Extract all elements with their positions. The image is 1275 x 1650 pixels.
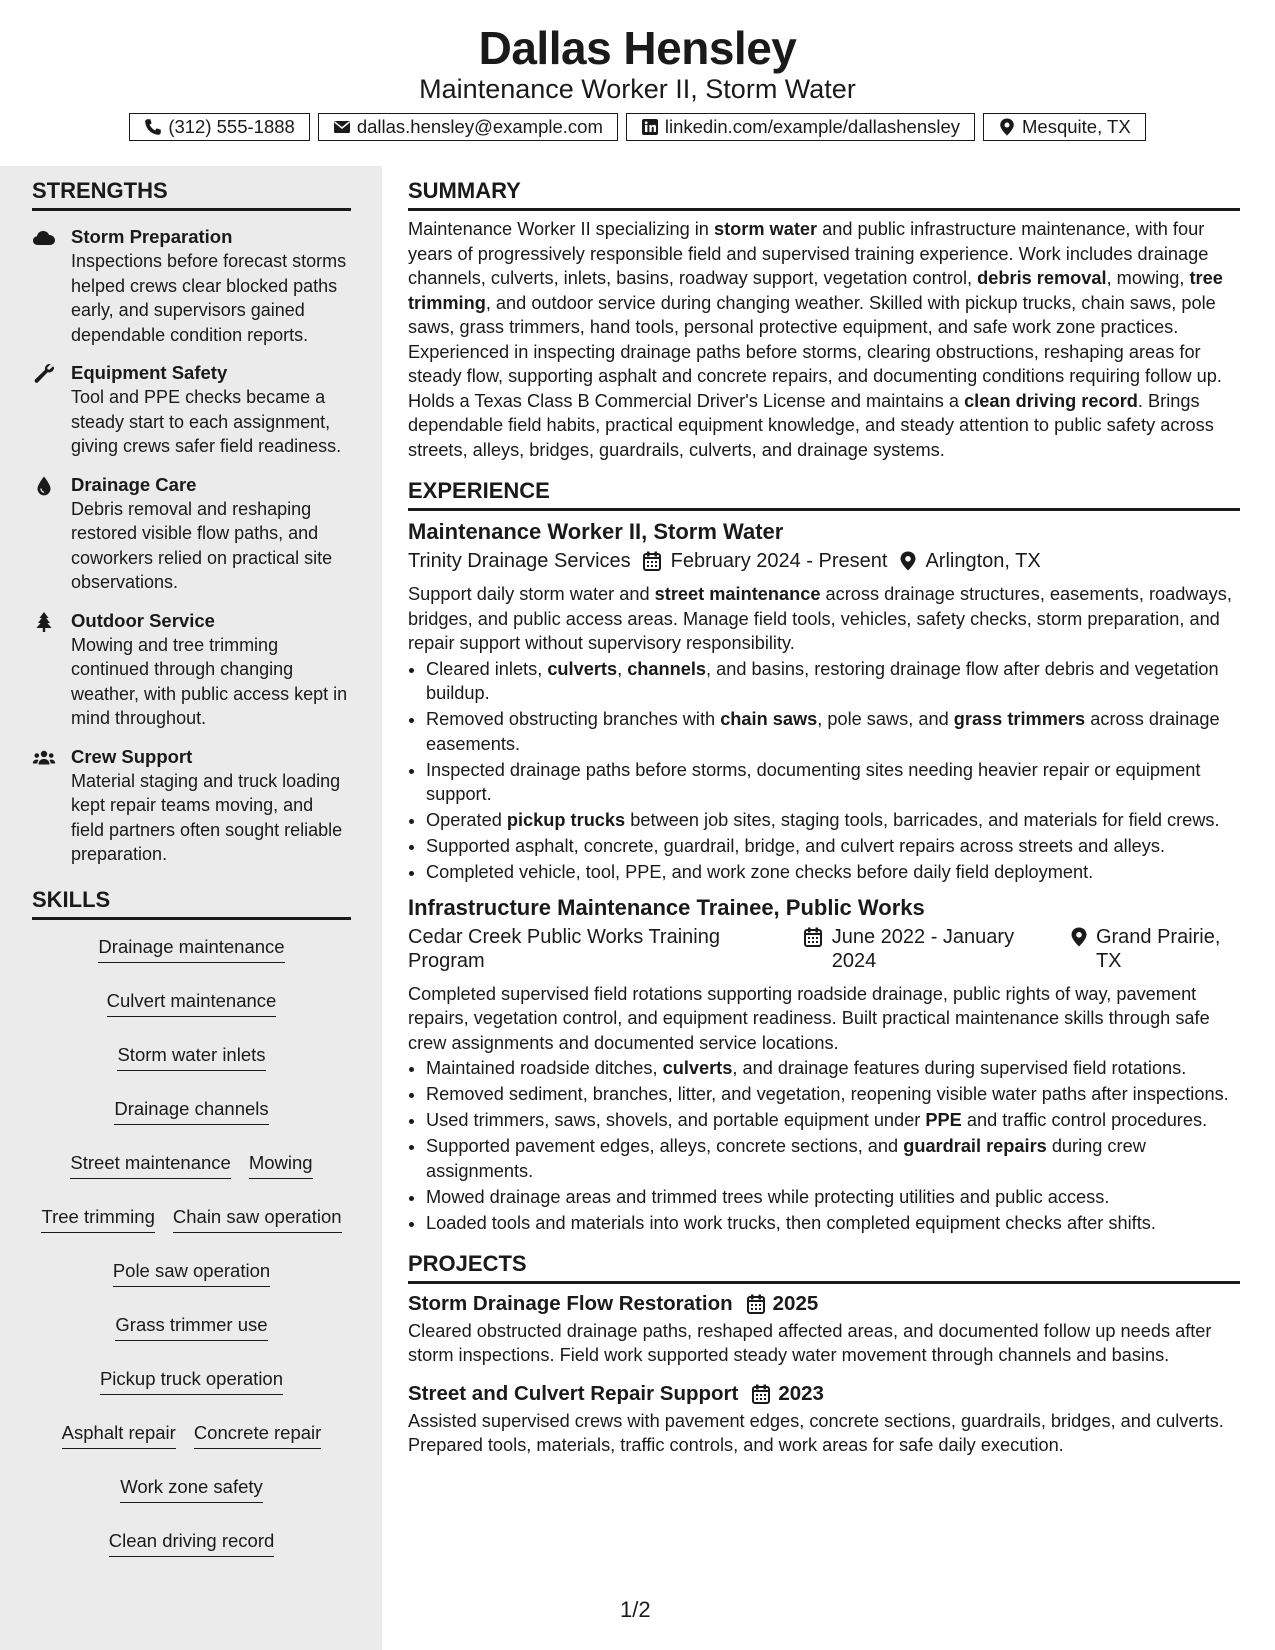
text-run: , pole saws, and <box>817 709 954 729</box>
text-run: Maintained roadside ditches, <box>426 1058 663 1078</box>
resume-header <box>0 0 1275 166</box>
project-year: 2023 <box>778 1381 824 1405</box>
project-title: Storm Drainage Flow Restoration <box>408 1291 733 1315</box>
text-run: Support daily storm water and <box>408 584 655 604</box>
text-run: Cleared inlets, <box>426 658 548 679</box>
text-run: , and basins, restoring drainage flow after debris and vegetation buildup. <box>426 658 1219 703</box>
job-dates: June 2022 - January 2024 <box>831 925 1015 972</box>
text-run: , mowing, <box>1106 268 1190 288</box>
map-pin-icon <box>1070 927 1088 947</box>
linkedin-icon <box>641 118 659 136</box>
strength-title: Outdoor Service <box>71 609 215 631</box>
job-bullet <box>426 758 1240 807</box>
project-entry <box>408 1290 1240 1368</box>
skill-tag: Tree trimming <box>41 1205 154 1233</box>
skill-tag: Street maintenance <box>70 1151 230 1179</box>
calendar-icon <box>747 1294 765 1314</box>
contact-location <box>983 113 1146 141</box>
skill-tag: Storm water inlets <box>117 1043 265 1071</box>
strength-item <box>32 609 351 731</box>
job-summary <box>408 582 1240 656</box>
text-run: Loaded tools and materials into work trucks, then completed equipment checks after shifts. <box>426 1212 1156 1233</box>
text-run: across drainage easements. <box>426 709 1220 754</box>
text-run: and traffic control procedures. <box>961 1110 1208 1130</box>
job-dates: February 2024 - Present <box>670 550 888 572</box>
linkedin-text: linkedin.com/example/dallashensley <box>664 116 961 137</box>
project-desc: Assisted supervised crews with pavement edges, concrete sections, guardrails, bridges, and culverts. Prepared tools, materials, traffic controls, and work areas for safe daily execution. <box>408 1410 1224 1455</box>
text-run: Supported pavement edges, alleys, concrete sections, and <box>426 1136 904 1156</box>
bold-keyword: culverts <box>662 1058 733 1078</box>
bold-keyword: street maintenance <box>654 584 821 604</box>
job-meta <box>408 549 1240 573</box>
job-bullet <box>426 1211 1240 1236</box>
job-bullet <box>426 1056 1240 1081</box>
main-column <box>408 166 1240 1458</box>
contact-linkedin[interactable] <box>626 113 975 141</box>
job-location: Arlington, TX <box>925 550 1041 572</box>
text-run: , and drainage features during supervised field rotations. <box>732 1058 1187 1078</box>
bold-keyword: clean driving record <box>964 390 1138 411</box>
strength-desc: Tool and PPE checks became a steady start to each assignment, giving crews safer field readiness. <box>71 387 342 456</box>
job-summary <box>408 982 1240 1056</box>
bold-keyword: chain saws <box>720 709 818 729</box>
skill-tag: Work zone safety <box>120 1475 263 1503</box>
skill-tag: Drainage maintenance <box>98 935 284 963</box>
text-run: Completed vehicle, tool, PPE, and work zone checks before daily field deployment. <box>426 862 1094 882</box>
job-bullet <box>426 707 1240 756</box>
strength-item <box>32 361 351 459</box>
sidebar <box>0 166 382 1650</box>
strength-desc: Debris removal and reshaping restored visible flow paths, and coworkers relied on practical site observations. <box>71 498 333 592</box>
project-entry <box>408 1380 1240 1458</box>
skills-heading: SKILLS <box>32 885 351 920</box>
bold-keyword: tree trimming <box>408 268 1223 313</box>
contact-email[interactable] <box>318 113 618 141</box>
bold-keyword: guardrail repairs <box>903 1136 1047 1156</box>
text-run: , and outdoor service during changing weather. Skilled with pickup trucks, chain saws, pole saws, grass trimmers, hand tools, personal protective equipment, and safe work zone practices. Experienced in inspecting drainage paths before storms, clearing obstructions, reshaping areas for steady flow, supporting asphalt and concrete repairs, and documenting conditions requiring follow up. Holds a Texas Class B Commercial Driver's License and maintains a <box>408 292 1222 411</box>
tree-icon <box>32 612 56 632</box>
contact-phone[interactable] <box>129 113 310 141</box>
text-run: Operated <box>426 810 507 830</box>
job-meta <box>408 925 1240 973</box>
job-bullet <box>426 1108 1240 1133</box>
phone-text: (312) 555-1888 <box>168 116 295 137</box>
calendar-icon <box>804 927 822 947</box>
project-desc: Cleared obstructed drainage paths, reshaped affected areas, and documented follow up needs after storm inspections. Field work supported steady water movement through channels and basins. <box>408 1320 1212 1365</box>
text-run: and public infrastructure maintenance, with four years of progressively responsible field and supervised training experience. Work includes drainage channels, culverts, inlets, basins, roadway support, vegetation control, <box>408 219 1209 288</box>
text-run: between job sites, staging tools, barricades, and materials for field crews. <box>625 810 1220 830</box>
projects-heading: PROJECTS <box>408 1249 1240 1284</box>
bold-keyword: storm water <box>713 219 818 239</box>
job-title: Infrastructure Maintenance Trainee, Public Works <box>408 894 925 920</box>
job-bullets <box>408 657 1240 885</box>
job-bullet <box>426 1082 1240 1107</box>
skill-tag: Mowing <box>249 1151 313 1179</box>
job-bullet <box>426 860 1240 885</box>
location-text: Mesquite, TX <box>1022 116 1131 137</box>
skill-tag: Concrete repair <box>194 1421 322 1449</box>
cloud-icon <box>32 228 56 248</box>
text-run: Maintenance Worker II specializing in <box>408 219 714 239</box>
skill-tag: Clean driving record <box>109 1529 275 1557</box>
strength-title: Equipment Safety <box>71 362 228 383</box>
text-run: , <box>617 658 628 679</box>
project-title-row <box>408 1290 1240 1318</box>
job-bullet <box>426 1134 1240 1183</box>
text-run: Supported asphalt, concrete, guardrail, bridge, and culvert repairs across streets and alleys. <box>426 836 1166 856</box>
page-number: 1/2 <box>620 1597 651 1622</box>
job-bullet <box>426 1185 1240 1210</box>
skill-tag: Asphalt repair <box>62 1421 176 1449</box>
candidate-title: Maintenance Worker II, Storm Water <box>419 74 856 104</box>
text-run: during crew assignments. <box>426 1136 1146 1181</box>
bold-keyword: grass trimmers <box>953 709 1086 729</box>
map-pin-icon <box>998 118 1016 136</box>
text-run: . Brings dependable field habits, practical equipment knowledge, and steady attention to public safety across streets, alleys, bridges, guardrails, culverts, and drainage systems. <box>408 390 1214 460</box>
job-bullet <box>426 834 1240 859</box>
calendar-icon <box>643 551 661 571</box>
strength-desc: Inspections before forecast storms helped crews clear blocked paths early, and supervisors gained dependable condition reports. <box>71 251 347 345</box>
job-company: Cedar Creek Public Works Training Program <box>408 925 720 972</box>
phone-icon <box>144 118 162 136</box>
job-location: Grand Prairie, TX <box>1095 925 1221 972</box>
text-run: Inspected drainage paths before storms, documenting sites needing heavier repair or equipment support. <box>426 759 1201 804</box>
skills-list <box>32 935 351 1557</box>
job-bullet <box>426 808 1240 833</box>
summary-text <box>408 217 1240 462</box>
bold-keyword: pickup trucks <box>506 810 626 830</box>
experience-heading: EXPERIENCE <box>408 476 1240 511</box>
summary-heading: SUMMARY <box>408 176 1240 211</box>
email-text: dallas.hensley@example.com <box>356 116 603 137</box>
text-run: Removed sediment, branches, litter, and vegetation, reopening visible water paths after inspections. <box>426 1084 1229 1104</box>
bold-keyword: culverts <box>547 658 618 679</box>
project-title-row <box>408 1380 1240 1408</box>
strength-desc: Material staging and truck loading kept repair teams moving, and field partners often sought reliable preparation. <box>71 770 343 864</box>
strength-desc: Mowing and tree trimming continued through changing weather, with public access kept in mind throughout. <box>71 634 348 728</box>
strength-item <box>32 473 351 595</box>
job-entry <box>408 517 1240 885</box>
project-year: 2025 <box>772 1291 819 1315</box>
job-bullet <box>426 657 1240 706</box>
job-company: Trinity Drainage Services <box>408 550 631 572</box>
strength-item <box>32 225 351 347</box>
job-entry <box>408 893 1240 1236</box>
skill-tag: Pickup truck operation <box>100 1367 283 1395</box>
skill-tag: Culvert maintenance <box>107 989 277 1017</box>
job-bullets <box>408 1056 1240 1235</box>
contact-bar <box>0 113 1275 141</box>
envelope-icon <box>333 118 351 136</box>
skill-tag: Grass trimmer use <box>115 1313 267 1341</box>
strengths-heading: STRENGTHS <box>32 176 351 211</box>
job-title: Maintenance Worker II, Storm Water <box>408 519 784 544</box>
strength-title: Drainage Care <box>71 473 197 495</box>
bold-keyword: debris removal <box>977 268 1107 288</box>
candidate-name: Dallas Hensley <box>478 22 797 74</box>
text-run: Mowed drainage areas and trimmed trees while protecting utilities and public access. <box>426 1186 1110 1207</box>
strength-title: Storm Preparation <box>71 226 233 247</box>
text-run: Completed supervised field rotations supporting roadside drainage, public rights of way, pavement repairs, vegetation control, and equipment readiness. Built practical maintenance skills through safe crew assignments and documented service locations. <box>408 983 1210 1053</box>
droplet-icon <box>32 476 56 496</box>
strength-title: Crew Support <box>71 745 193 767</box>
map-pin-icon <box>899 551 917 571</box>
text-run: Used trimmers, saws, shovels, and portable equipment under <box>426 1110 926 1130</box>
text-run: Removed obstructing branches with <box>426 709 721 729</box>
calendar-icon <box>752 1384 770 1404</box>
skill-tag: Drainage channels <box>114 1097 268 1125</box>
bold-keyword: channels <box>627 658 707 679</box>
users-icon <box>32 748 56 768</box>
bold-keyword: PPE <box>925 1110 962 1130</box>
text-run: across drainage structures, easements, roadways, bridges, and public access areas. Manage field tools, vehicles, safety checks, storm preparation, and repair support without supervisory responsibility. <box>408 584 1232 653</box>
wrench-icon <box>32 364 56 384</box>
strength-item <box>32 745 351 867</box>
skill-tag: Pole saw operation <box>113 1259 270 1287</box>
skill-tag: Chain saw operation <box>173 1205 342 1233</box>
project-title: Street and Culvert Repair Support <box>408 1381 739 1405</box>
